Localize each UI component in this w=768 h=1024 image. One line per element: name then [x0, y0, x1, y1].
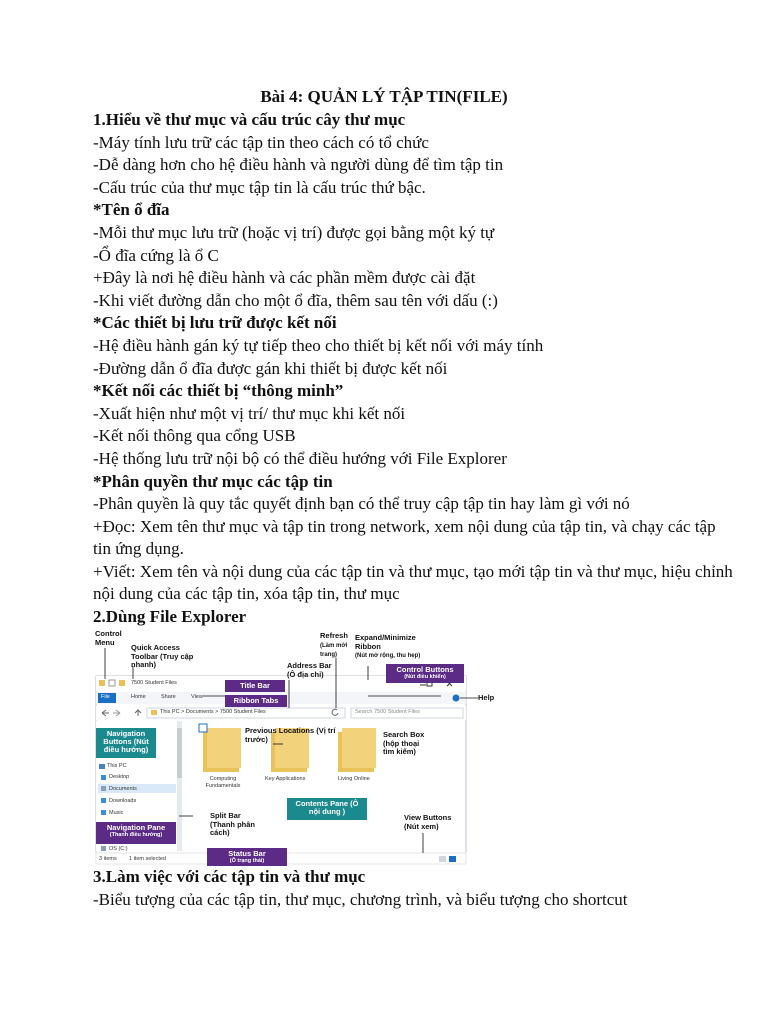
section-1-heading: 1.Hiểu về thư mục và cấu trúc cây thư mục — [93, 110, 406, 129]
scrollbar-thumb — [177, 728, 182, 778]
paragraph-line: -Dễ dàng hơn cho hệ điều hành và người dùng để tìm tập tin — [93, 155, 504, 175]
documents-icon — [101, 786, 106, 791]
folder-icon — [207, 728, 241, 768]
nav-pane-callout — [96, 822, 176, 844]
split-bar-label: Split Bar (Thanh phân cách) — [210, 811, 255, 837]
status-bar-sub: (Ô trạng thái) — [229, 858, 265, 864]
this-pc-icon — [99, 764, 105, 769]
paragraph-line: -Hệ thống lưu trữ nội bộ có thể điều hướng với File Explorer — [93, 448, 507, 468]
ribbon-tabs-callout: Ribbon Tabs — [225, 695, 287, 707]
status-bar-text: Status Bar — [228, 849, 266, 858]
view-buttons-label: View Buttons (Nút xem) — [404, 813, 452, 831]
contents-pane-callout: Contents Pane (Ô nội dung ) — [287, 798, 367, 820]
tab-file[interactable]: File — [101, 694, 110, 700]
storage-heading: *Các thiết bị lưu trữ được kết nối — [93, 313, 337, 333]
downloads-icon — [101, 798, 106, 803]
tab-share[interactable]: Share — [161, 694, 176, 700]
drive-icon — [101, 846, 106, 851]
address-path[interactable]: This PC > Documents > 7500 Student Files — [160, 709, 266, 715]
desktop-icon — [101, 775, 106, 780]
permissions-heading: *Phân quyền thư mục các tập tin — [93, 471, 333, 491]
status-bar-callout — [207, 848, 287, 866]
nav-item-music[interactable]: Music — [109, 810, 124, 816]
expand-ribbon-label — [355, 634, 429, 661]
drive-heading: *Tên ổ đĩa — [93, 200, 170, 220]
smart-devices-heading: *Kết nối các thiết bị “thông minh” — [93, 381, 344, 401]
control-buttons-text: Control Buttons — [396, 665, 454, 674]
paragraph-line: -Đường dẫn ổ đĩa được gán khi thiết bị được kết nối — [93, 358, 448, 378]
expand-ribbon-text: Expand/Minimize Ribbon — [355, 633, 416, 651]
checkbox-icon — [199, 724, 207, 732]
paragraph-line: -Khi viết đường dẫn cho một ổ đĩa, thêm sau tên với dấu (:) — [93, 290, 498, 310]
nav-item-desktop[interactable]: Desktop — [109, 774, 130, 780]
nav-pane-sub: (Thanh điều hướng) — [109, 832, 163, 838]
nav-item-downloads[interactable]: Downloads — [109, 798, 137, 804]
status-selection: 1 item selected — [129, 856, 166, 862]
section-3-heading: 3.Làm việc với các tập tin và thư mục — [93, 867, 366, 886]
search-input[interactable]: Search 7500 Student Files — [355, 709, 420, 715]
section-1 — [93, 109, 733, 629]
nav-item-os-drive[interactable]: OS (C:) — [109, 846, 128, 852]
section-2-heading: 2.Dùng File Explorer — [93, 607, 247, 627]
folder-icon — [151, 710, 157, 715]
nav-item-documents[interactable]: Documents — [109, 786, 137, 792]
large-icons-view-icon — [449, 856, 456, 862]
paragraph-line: -Phân quyền là quy tắc quyết định bạn có thể truy cập tập tin hay làm gì với nó — [93, 494, 630, 514]
help-label: Help — [478, 693, 495, 702]
paragraph-line: +Viết: Xem tên và nội dung của các tập tin và thư mục, tạo mới tập tin và thư mục, hiệu chỉnh nội dung của các tập tin, xóa tập tin, thư mục — [93, 561, 733, 604]
paragraph-line: -Máy tính lưu trữ các tập tin theo cách có tổ chức — [93, 132, 429, 152]
tab-home[interactable]: Home — [131, 694, 146, 700]
title-bar-callout: Title Bar — [225, 680, 285, 692]
expand-ribbon-sub: (Nút mở rộng, thu hẹp) — [355, 653, 421, 659]
details-view-icon — [439, 856, 446, 862]
folder-label[interactable]: Key Applications — [265, 776, 306, 782]
nav-buttons-callout: Navigation Buttons (Nút điều hướng) — [96, 728, 156, 758]
paragraph-line: -Cấu trúc của thư mục tập tin là cấu trúc thứ bậc. — [93, 177, 426, 197]
status-item-count: 3 items — [99, 856, 117, 862]
paragraph-line: -Hệ điều hành gán ký tự tiếp theo cho thiết bị kết nối với máy tính — [93, 335, 544, 355]
file-explorer-figure — [93, 628, 505, 866]
refresh-label-sub: (Làm mới trang) — [320, 642, 348, 658]
control-buttons-callout — [386, 664, 464, 683]
paragraph-line: -Xuất hiện như một vị trí/ thư mục khi kết nối — [93, 403, 406, 423]
nav-pane-text: Navigation Pane — [106, 823, 166, 832]
refresh-label — [320, 632, 358, 660]
nav-item-this-pc[interactable]: This PC — [107, 763, 127, 769]
paragraph-line: +Đây là nơi hệ điều hành và các phần mềm được cài đặt — [93, 268, 476, 288]
section-3 — [93, 866, 733, 911]
paragraph-line: +Đọc: Xem tên thư mục và tập tin trong network, xem nội dung của tập tin, và chạy các tập tin ứng dụng. — [93, 516, 716, 559]
document-title: Bài 4: QUẢN LÝ TẬP TIN(FILE) — [260, 87, 508, 106]
control-menu-label: Control Menu — [95, 629, 122, 647]
address-bar-label: Address Bar (Ô địa chỉ) — [287, 661, 332, 679]
window-title: 7500 Student Files — [131, 680, 177, 686]
quick-access-label: Quick Access Toolbar (Truy cập nhanh) — [131, 643, 194, 669]
paragraph-line: -Ổ đĩa cứng là ổ C — [93, 245, 219, 265]
tab-view[interactable]: View — [191, 694, 203, 700]
paragraph-line: -Mỗi thư mục lưu trữ (hoặc vị trí) được gọi bằng một ký tự — [93, 222, 495, 242]
music-icon — [101, 810, 106, 815]
refresh-label-text: Refresh — [320, 631, 348, 640]
search-box-label: Search Box (hộp thoại tìm kiếm) — [383, 730, 425, 756]
folder-icon — [99, 680, 105, 686]
folder-label[interactable]: Living Online — [338, 776, 370, 782]
folder-label[interactable]: Computing Fundamentals — [205, 776, 241, 789]
previous-locations-label: Previous Locations (Vị trí trước) — [245, 726, 336, 744]
control-buttons-sub: (Nút điều khiển) — [404, 674, 446, 680]
paragraph-line: -Kết nối thông qua cổng USB — [93, 426, 296, 446]
help-icon — [453, 695, 460, 702]
paragraph-line: -Biểu tượng của các tập tin, thư mục, chương trình, và biểu tượng cho shortcut — [93, 889, 628, 909]
folder-icon — [119, 680, 125, 686]
